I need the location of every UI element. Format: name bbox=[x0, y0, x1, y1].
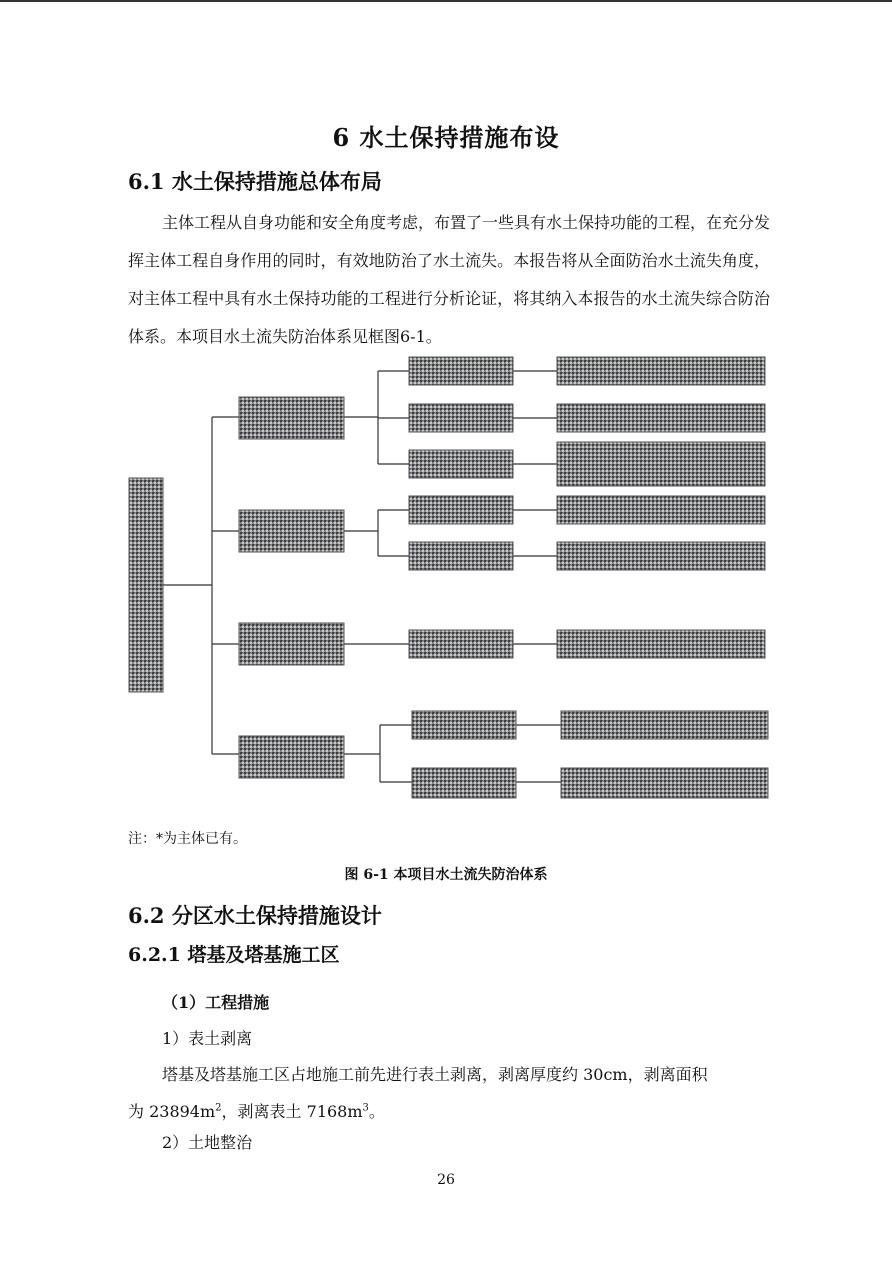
volume-unit-superscript: 3 bbox=[362, 1102, 369, 1114]
measure-detail-box-7 bbox=[561, 711, 768, 739]
measure-detail-box-4 bbox=[557, 496, 765, 524]
sub-item-land-consolidation: 2）土地整治 bbox=[162, 1133, 253, 1152]
section-6-1-heading: 6.1 水土保持措施总体布局 bbox=[128, 169, 382, 194]
measure-detail-box-6 bbox=[557, 630, 765, 658]
paragraph-line-2 bbox=[128, 1099, 385, 1122]
figure-caption: 图 6-1 本项目水土流失防治体系 bbox=[344, 867, 548, 883]
paragraph-line-2-mid: ，剥离表土 7168m bbox=[221, 1102, 363, 1121]
sub-item-topsoil-stripping: 1）表土剥离 bbox=[162, 1029, 253, 1048]
section-6-2-heading: 6.2 分区水土保持措施设计 bbox=[128, 903, 382, 928]
zone-box-4 bbox=[239, 736, 344, 778]
section-6-2-1-heading: 6.2.1 塔基及塔基施工区 bbox=[128, 944, 340, 966]
paragraph-line-1: 塔基及塔基施工区占地施工前先进行表土剥离，剥离厚度约 30cm，剥离面积 bbox=[162, 1065, 708, 1084]
measure-detail-box-5 bbox=[557, 542, 765, 570]
zone-box-2 bbox=[239, 510, 344, 552]
measure-detail-box-1 bbox=[557, 357, 765, 385]
item-engineering-measures: （1）工程措施 bbox=[162, 993, 270, 1012]
zone-box-1 bbox=[239, 397, 344, 439]
measure-detail-box-2 bbox=[557, 404, 765, 432]
measure-type-box-3 bbox=[409, 450, 513, 478]
measure-detail-box-8 bbox=[561, 768, 768, 798]
measure-type-box-2 bbox=[409, 404, 513, 432]
zone-box-3 bbox=[239, 623, 344, 665]
prevention-system-diagram bbox=[0, 340, 892, 820]
page-number: 26 bbox=[437, 1172, 455, 1188]
measure-type-box-5 bbox=[409, 542, 513, 570]
measure-detail-box-3 bbox=[557, 442, 765, 486]
measure-type-box-8 bbox=[412, 768, 516, 798]
section-6-1-paragraph-text: 主体工程从自身功能和安全角度考虑，布置了一些具有水土保持功能的工程，在充分发挥主体工程自身作用的同时，有效地防治了水土流失。本报告将从全面防治水土流失角度，对主体工程中具有水土保持功能的工程进行分析论证，将其纳入本报告的水土流失综合防治体系。本项目水土流失防治体系见框图6-1。 bbox=[128, 213, 771, 346]
area-unit-superscript: 2 bbox=[215, 1102, 222, 1114]
measure-type-box-4 bbox=[409, 496, 513, 524]
figure-note: 注：*为主体已有。 bbox=[128, 831, 247, 847]
paragraph-line-2-suffix: 。 bbox=[368, 1102, 385, 1121]
paragraph-line-2-prefix: 为 23894m bbox=[128, 1102, 216, 1121]
root-box bbox=[129, 478, 163, 692]
top-border-line bbox=[0, 0, 892, 2]
measure-type-box-7 bbox=[412, 711, 516, 739]
measure-type-box-6 bbox=[409, 630, 513, 658]
measure-type-box-1 bbox=[409, 357, 513, 385]
chapter-title: 6 水土保持措施布设 bbox=[332, 123, 560, 152]
section-6-1-paragraph bbox=[128, 204, 770, 356]
